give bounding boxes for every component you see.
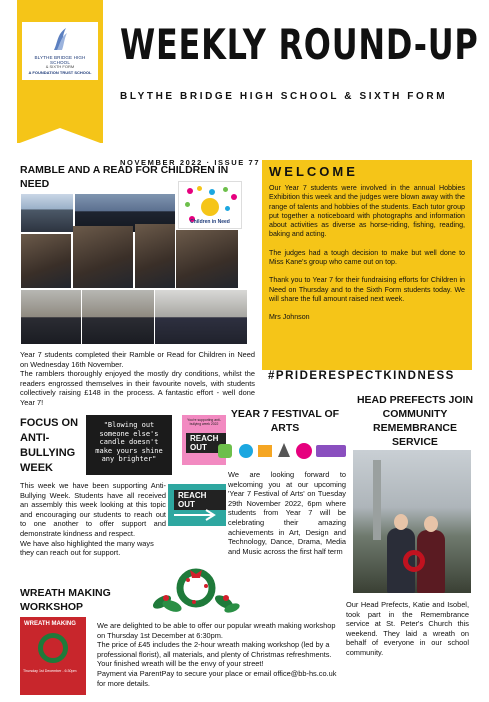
dance-icon [278,443,290,457]
ramble-photo-3 [21,234,71,288]
ramble-photo-6 [176,230,238,288]
ramble-body-p1: Year 7 students completed their Ramble or Read for Children in Need on Wednesday 16th November. [20,350,255,369]
design-icon [258,445,272,457]
ramble-photo-9 [155,290,247,344]
prefect-1-face [394,514,408,530]
candle-quote-card: "Blowing out someone else's candle doesn't make yours shine any brighter" [86,415,172,475]
wreath-icon [180,570,212,604]
ramble-photo-7 [21,290,81,344]
anti-bullying-body-p2: We have also highlighted the many ways they can reach out for support. [20,538,154,558]
welcome-heading: WELCOME [269,164,358,179]
arts-icons [216,441,356,461]
wreath-heading: WREATH MAKING WORKSHOP [20,587,111,613]
spot-icon [225,206,230,211]
reach-out-graphic [168,484,226,526]
ramble-photo-1 [21,194,73,232]
wreath-poster [20,617,86,695]
ramble-body-p2: The ramblers thoroughly enjoyed the mostly dry conditions, whilst the readers engrossed themselves in their favourite novels, with students collectively raising £148 in the process. A fantastic effort - well done Year 7! [20,369,255,407]
issue-label: NOVEMBER 2022 · ISSUE 77 [120,158,261,167]
christmas-wreath-icons [148,562,240,618]
newsletter-title: WEEKLY ROUND-UP [120,20,479,69]
logo-school-sub: & SIXTH FORM [45,64,75,69]
spot-icon [185,202,190,207]
wreath-body-p2: The price of £45 includes the 2-hour wreath making workshop (led by a professional florist), all materials, and plenty of Christmas refreshments. Your finished wreath will be the envy of your street! [97,640,332,669]
reach-out-tag: REACH OUT [186,433,226,453]
ramble-photo-5 [135,224,175,288]
welcome-paragraph-3: Thank you to Year 7 for their fundraising efforts for Children in Need on Thursday and to the Sixth Form students today. We will share the full amount raised next week. [269,276,465,303]
values-hashtag: #PRIDERESPECTKINDNESS [268,370,455,382]
anti-bullying-body [20,481,166,558]
palette-icon [218,444,232,458]
media-icon [316,445,346,457]
spot-icon [223,187,228,192]
arrow-icon [172,508,222,522]
children-in-need-logo [178,181,242,229]
pudsey-bear-icon [201,198,219,216]
ramble-body [20,350,255,408]
wreath-poster-date: Thursday 1st December - 6:30pm [23,669,77,673]
prefects-photo [353,450,471,593]
poster-wreath-icon [38,633,68,663]
newsletter-subtitle: BLYTHE BRIDGE HIGH SCHOOL & SIXTH FORM [120,91,448,102]
festival-body: We are looking forward to welcoming you at our upcoming 'Year 7 Festival of Arts' on Tuesday 29th November 2022, 6pm where students from Year 7 will be celebrating their amazing achievements in Art, Design and Technology, Dance, Drama, Media and Music across the first half term [228,470,346,556]
memorial-column [373,460,381,540]
drama-mask-icon [239,444,253,458]
wreath-poster-title: WREATH MAKING [24,621,76,627]
welcome-paragraph-1: Our Year 7 students were involved in the annual Hobbies Exhibition this week and the judges were blown away with the range of talents and hobbies of the students. Each tutor group put together a noticeboard with photographs and information about activities as diverse as horse-riding, fishing, reading, baking and acting. [269,184,465,239]
logo-school-name: BLYTHE BRIDGE HIGH SCHOOL [34,55,86,65]
school-logo [22,22,98,80]
wreath-body [97,621,337,688]
wreath-body-p1: We are delighted to be able to offer our popular wreath making workshop on Thursday 1st December at 6:30pm. [97,621,336,640]
welcome-panel [262,160,472,370]
holly-icon [213,593,240,615]
festival-heading: YEAR 7 FESTIVAL OF ARTS [230,408,340,434]
music-icon [296,443,312,459]
anti-bullying-body-p1: This week we have been supporting Anti-Bullying Week. Students have all received an assembly this week looking at this topic and encouraging our students to reach out to one another to offer support and demonstrate kindness and respect. [20,481,166,538]
ribbon-notch [17,128,103,144]
poppy-wreath-icon [403,550,425,572]
ramble-photo-8 [82,290,154,344]
reach-out-poster-caption: You're supporting anti-bullying week 2022 [187,418,221,426]
anti-bullying-heading: FOCUS ON ANTI-BULLYING WEEK [20,417,79,474]
spot-icon [209,189,215,195]
wreath-body-p3: Payment via ParentPay to secure your place or email office@bb-hs.co.uk for more details. [97,668,337,688]
spot-icon [187,188,193,194]
spot-icon [231,194,237,200]
school-crest-icon [52,26,68,52]
prefects-heading: HEAD PREFECTS JOIN COMMUNITY REMEMBRANCE SERVICE [356,394,474,448]
cin-logo-text: Children in Need [190,219,230,225]
spot-icon [197,186,202,191]
welcome-signature: Mrs Johnson [269,313,310,322]
prefect-2-face [424,516,438,532]
ramble-photo-4 [73,226,133,288]
logo-trust: A FOUNDATION TRUST SCHOOL [28,70,92,75]
ramble-heading: RAMBLE AND A READ FOR CHILDREN IN NEED [20,164,229,190]
prefects-body: Our Head Prefects, Katie and Isobel, took part in the Remembrance service at St. Peter's Church this weekend. They laid a wreath on behalf of everyone in our school community. [346,600,469,657]
reach-out-tag-2: REACH OUT [174,490,226,510]
welcome-paragraph-2: The judges had a tough decision to make but well done to Miss Kane's group who came out on top. [269,248,465,267]
